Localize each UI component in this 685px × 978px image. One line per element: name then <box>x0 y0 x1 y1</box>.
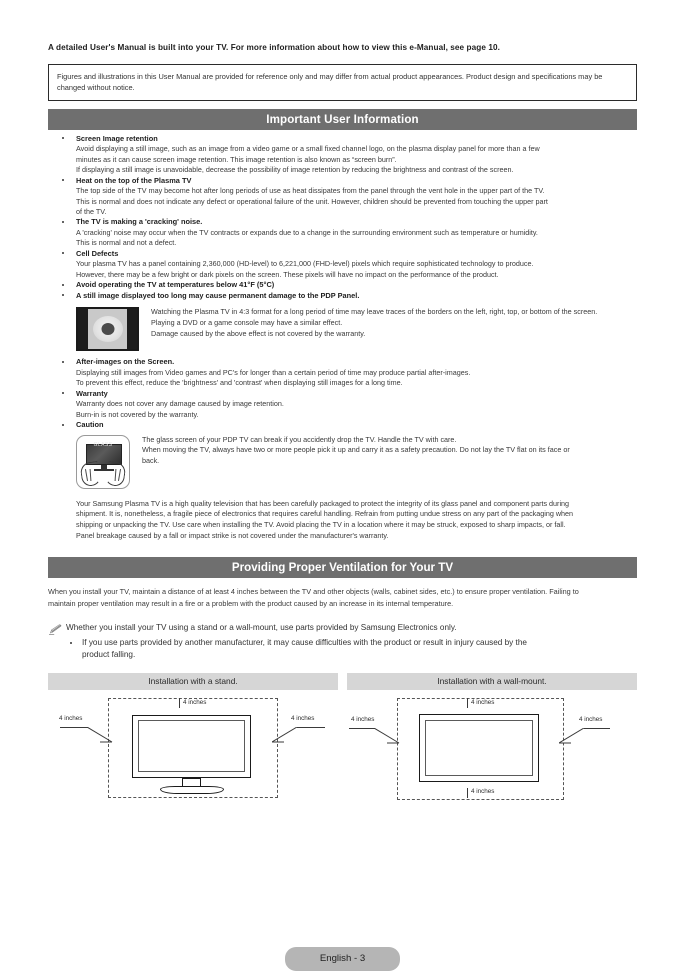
tv-4by3-pillarbox-image <box>76 307 139 351</box>
list-item-heading: After-images on the Screen. <box>76 357 175 367</box>
left-lead-line <box>60 727 88 728</box>
right-lead-diagonal <box>559 728 585 744</box>
left-lead-diagonal <box>374 728 400 744</box>
top-clearance-tick <box>179 698 180 708</box>
label-left-clearance: 4 inches <box>59 715 83 723</box>
bullet-list-important-continued <box>48 357 637 430</box>
bullet-dot-icon <box>62 284 64 286</box>
list-item <box>48 420 637 431</box>
paragraph-line: Your Samsung Plasma TV is a high quality television that has been carefully packaged to protect the integrity of its glass panel and component parts during <box>76 498 570 508</box>
list-item <box>48 389 637 420</box>
list-item-body <box>76 144 637 175</box>
section-banner-ventilation: Providing Proper Ventilation for Your TV <box>48 557 637 578</box>
list-item-heading: Caution <box>76 420 104 430</box>
pencil-note-icon <box>48 623 62 635</box>
list-item-heading: Cell Defects <box>76 248 119 258</box>
body-line: This is normal and not a defect. <box>76 238 177 248</box>
bullet-dot-icon <box>62 294 64 296</box>
bullet-dot-icon <box>62 137 64 139</box>
bullet-dot-icon <box>62 221 64 223</box>
installation-wallmount-title: Installation with a wall-mount. <box>347 673 637 690</box>
glass-caution-row <box>48 435 637 489</box>
note-text: Whether you install your TV using a stand or a wall-mount, use parts provided by Samsung Electronics only. <box>66 623 457 633</box>
list-item-body <box>76 228 637 249</box>
wallmount-diagram <box>347 690 637 808</box>
glass-icon-label: GLASS <box>93 442 113 449</box>
tv-stand-base <box>160 786 224 794</box>
installation-diagrams <box>48 673 637 808</box>
body-line: If displaying a still image is unavoidable, decrease the possibility of image retention by reducing the brightness and contrast of the screen. <box>76 165 514 175</box>
caution-line: back. <box>142 456 160 466</box>
list-item-body <box>76 368 637 389</box>
body-line: The top side of the TV may become hot after long periods of use as heat dissipates from the panel through the vent hole in the upper part of the TV. <box>76 186 545 196</box>
notice-box-text: Figures and illustrations in this User Manual are provided for reference only and may differ from actual product appearances. Product design and specifications may be changed without notice. <box>57 72 603 93</box>
label-top-clearance: 4 inches <box>183 699 207 707</box>
right-lead-diagonal <box>272 727 298 743</box>
note-row <box>48 622 637 635</box>
body-line: Your plasma TV has a panel containing 2,360,000 (HD-level) to 6,221,000 (FHD-level) pixels which require sophisticated technology to produce. <box>76 259 534 269</box>
body-line: Avoid displaying a still image, such as an image from a video game or a small fixed channel logo, on the plasma display panel for more than a few <box>76 144 540 154</box>
bullet-dot-icon <box>62 252 64 254</box>
caption-line: Damage caused by the above effect is not covered by the warranty. <box>151 328 366 338</box>
left-lead-diagonal <box>87 727 113 743</box>
list-item-body <box>76 259 637 280</box>
body-line: However, there may be a few bright or dark pixels on the screen. These pixels will have no impact on the performance of the product. <box>76 269 499 279</box>
list-item-heading: A still image displayed too long may cause permanent damage to the PDP Panel. <box>76 290 360 300</box>
caution-line: When moving the TV, always have two or more people pick it up and carry it as a safety precaution. Do not lay the TV flat on its face or <box>142 445 570 455</box>
bullet-list-important <box>48 134 637 302</box>
tv-screen-area <box>138 720 245 772</box>
body-line: of the TV. <box>76 207 107 217</box>
body-line: minutes as it can cause screen image retention. This image retention is also known as “screen burn”. <box>76 154 397 164</box>
list-item <box>48 134 637 176</box>
pillarbox-bar-left <box>78 309 88 349</box>
note-sub-item <box>48 637 637 661</box>
label-left-clearance: 4 inches <box>351 716 375 724</box>
list-item-heading: The TV is making a 'cracking' noise. <box>76 217 203 227</box>
bullet-dot-icon <box>62 361 64 363</box>
caption-line: Playing a DVD or a game console may have a similar effect. <box>151 318 343 328</box>
figure-43-row <box>48 307 637 351</box>
list-item-heading: Screen Image retention <box>76 133 158 143</box>
label-right-clearance: 4 inches <box>579 716 603 724</box>
list-item-body <box>76 186 637 217</box>
body-line: To prevent this effect, reduce the 'brightness' and 'contrast' when displaying still images for a long time. <box>76 378 403 388</box>
list-item <box>48 249 637 280</box>
paragraph-line: shipment. It is, nonetheless, a fragile piece of electronics that requires careful handling. Refrain from putting undue stress on any part of the packaging when <box>76 509 574 519</box>
section-banner-important-user-information: Important User Information <box>48 109 637 130</box>
packaging-paragraph <box>48 499 637 541</box>
list-item <box>48 291 637 302</box>
bullet-dot-icon <box>70 642 72 644</box>
bullet-dot-icon <box>62 392 64 394</box>
stand-diagram <box>48 690 338 808</box>
screen-burn-dot <box>101 323 114 335</box>
right-lead-line <box>297 727 325 728</box>
notice-box <box>48 64 637 101</box>
list-item-heading: Warranty <box>76 388 108 398</box>
glass-tv-handle-with-care-icon <box>76 435 130 489</box>
caption-line: Watching the Plasma TV in 4:3 format for a long period of time may leave traces of the borders on the left, right, top, or bottom of the screen. <box>151 307 598 317</box>
installation-wallmount-column <box>347 673 637 808</box>
glass-caution-text <box>142 435 570 467</box>
note-sub-line: product falling. <box>82 650 136 660</box>
note-sub-line: If you use parts provided by another manufacturer, it may cause difficulties with the product or result in injury caused by the <box>82 638 527 648</box>
tv-screen-area <box>425 720 533 776</box>
right-lead-line <box>584 728 610 729</box>
paragraph-line: Panel breakage caused by a fall or impact strike is not covered under the manufacturer's warranty. <box>76 530 389 540</box>
left-lead-line <box>349 728 375 729</box>
top-clearance-tick <box>467 698 468 708</box>
bullet-dot-icon <box>62 424 64 426</box>
installation-stand-column <box>48 673 338 808</box>
ventilation-intro <box>48 586 637 609</box>
intro-paragraph-line: maintain proper ventilation may result in a fire or a problem with the product caused by an increase in its internal temperature. <box>48 598 454 608</box>
body-line: A 'cracking' noise may occur when the TV contracts or expands due to a change in the surrounding environment such as temperature or humidity. <box>76 228 538 238</box>
body-line: Warranty does not cover any damage caused by image retention. <box>76 399 284 409</box>
page-footer-label: English - 3 <box>285 947 400 971</box>
list-item-heading: Heat on the top of the Plasma TV <box>76 175 192 185</box>
bullet-dot-icon <box>62 179 64 181</box>
paragraph-line: shipping or unpacking the TV. Use care when installing the TV. Avoid placing the TV in a location where it may be struck, exposed to sharp impacts, or fall. <box>76 520 566 530</box>
body-line: This is normal and does not indicate any defect or operational failure of the unit. However, children should be prevented from touching the upper part <box>76 196 548 206</box>
pillarbox-bar-right <box>127 309 137 349</box>
figure-43-caption <box>151 307 597 339</box>
body-line: Displaying still images from Video games and PC's for longer than a certain period of time may produce partial after-images. <box>76 368 471 378</box>
label-right-clearance: 4 inches <box>291 715 315 723</box>
page-content <box>48 42 637 808</box>
list-item <box>48 176 637 218</box>
intro-paragraph-line: When you install your TV, maintain a distance of at least 4 inches between the TV and other objects (walls, cabinet sides, etc.) to ensure proper ventilation. Failing to <box>48 587 579 597</box>
caution-line: The glass screen of your PDP TV can break if you accidently drop the TV. Handle the TV with care. <box>142 434 457 444</box>
body-line: Burn-in is not covered by the warranty. <box>76 409 199 419</box>
list-item-body <box>76 399 637 420</box>
label-bottom-clearance: 4 inches <box>471 788 495 796</box>
list-item <box>48 217 637 248</box>
intro-line: A detailed User's Manual is built into your TV. For more information about how to view this e-Manual, see page 10. <box>48 43 500 52</box>
list-item <box>48 357 637 388</box>
bottom-clearance-tick <box>467 788 468 798</box>
list-item <box>48 280 637 291</box>
label-top-clearance: 4 inches <box>471 699 495 707</box>
list-item-heading: Avoid operating the TV at temperatures below 41°F (5°C) <box>76 280 275 290</box>
installation-stand-title: Installation with a stand. <box>48 673 338 690</box>
